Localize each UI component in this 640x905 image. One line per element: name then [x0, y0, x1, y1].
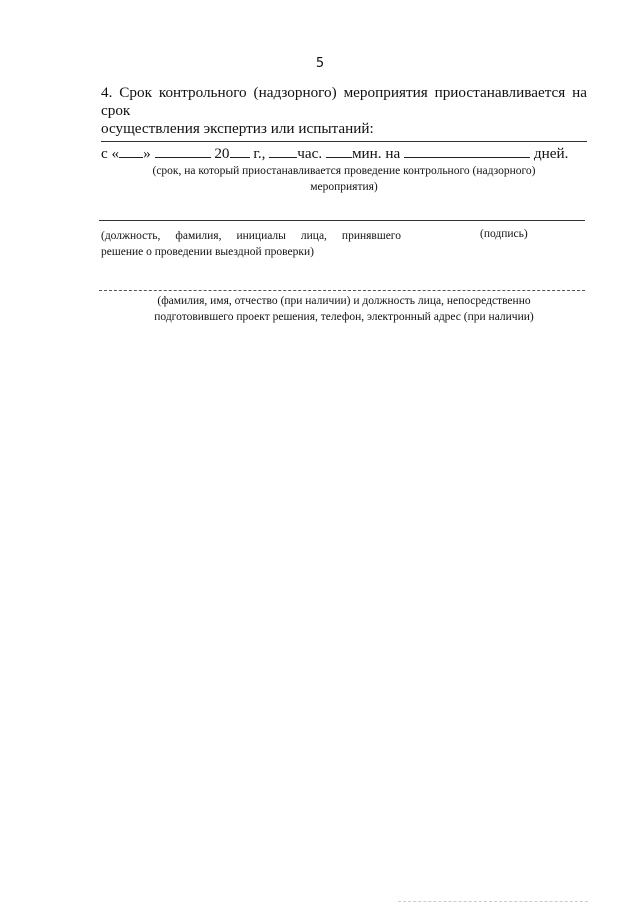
section-4-line-1: 4. Срок контрольного (надзорного) мероприятия приостанавливается на срок [101, 84, 587, 119]
date-row [101, 143, 587, 163]
date-top-rule [101, 141, 587, 142]
days-label: дней. [533, 145, 569, 162]
year-suffix: г., [253, 145, 266, 162]
day-blank [119, 143, 143, 158]
minutes-blank [326, 143, 352, 158]
signature-rule [99, 220, 585, 221]
hours-label: час. [297, 145, 323, 162]
month-blank [155, 143, 211, 158]
preparer-caption-line-1: (фамилия, имя, отчество (при наличии) и должность лица, непосредственно [157, 295, 531, 307]
days-blank [404, 143, 530, 158]
date-caption-line-1: (срок, на который приостанавливается проведение контрольного (надзорного) [152, 165, 536, 177]
section-4-line-2: осуществления экспертиз или испытаний: [101, 120, 374, 137]
official-caption-line-2: решение о проведении выездной проверки) [101, 246, 314, 258]
official-caption [101, 228, 401, 260]
preparer-caption [101, 293, 587, 325]
section-4-paragraph [101, 84, 587, 138]
hours-blank [269, 143, 297, 158]
year-blank [230, 143, 250, 158]
page-number: 5 [315, 56, 325, 71]
minutes-label: мин. на [351, 145, 401, 162]
date-caption [101, 163, 587, 195]
date-caption-line-2: мероприятия) [310, 181, 378, 193]
scan-artifact-line [398, 901, 588, 902]
official-caption-line-1: (должность, фамилия, инициалы лица, принявшего [101, 230, 401, 242]
preparer-rule [99, 290, 585, 291]
year-prefix: 20 [214, 145, 230, 162]
date-prefix: с « [101, 145, 120, 162]
preparer-caption-line-2: подготовившего проект решения, телефон, электронный адрес (при наличии) [154, 311, 534, 323]
date-quote-close: » [143, 145, 151, 162]
signature-caption: (подпись) [480, 228, 528, 240]
